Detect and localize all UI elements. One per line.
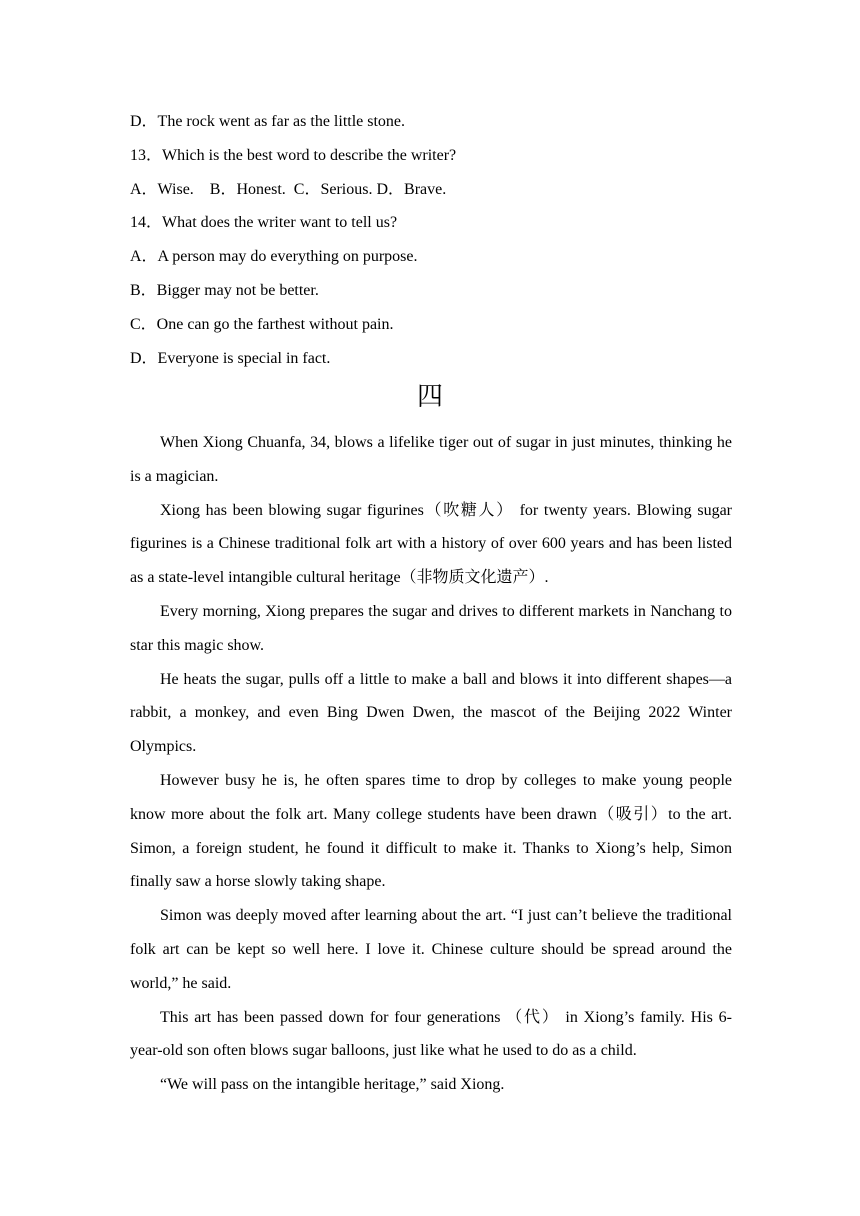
passage-paragraph: Every morning, Xiong prepares the sugar and drives to different markets in Nanchang to star this magic show.: [130, 602, 732, 654]
reading-passage: [130, 426, 732, 1102]
passage-paragraph: When Xiong Chuanfa, 34, blows a lifelike tiger out of sugar in just minutes, thinking he is a magician.: [130, 434, 732, 485]
question-13: 13．Which is the best word to describe the writer?: [130, 147, 457, 164]
passage-paragraph: “We will pass on the intangible heritage,” said Xiong.: [160, 1076, 505, 1094]
passage-paragraph: He heats the sugar, pulls off a little to make a ball and blows it into different shapes—a rabbit, a monkey, and even Bing Dwen Dwen, the mascot of the Beijing 2022 Winter Olympics.: [130, 670, 732, 756]
option-14-d: D．Everyone is special in fact.: [130, 350, 331, 367]
passage-paragraph: However busy he is, he often spares time to drop by colleges to make young people know more about the folk art. Many college students have been drawn（吸引）to the art. Simon, a foreign student, he found it difficult to make it. Thanks to Xiong’s help, Simon finally saw a horse slowly taking shape.: [130, 771, 732, 891]
option-12-d: D．The rock went as far as the little stone.: [130, 113, 406, 130]
passage-paragraph: This art has been passed down for four generations （代） in Xiong’s family. His 6-year-old son often blows sugar balloons, just like what he used to do as a child.: [130, 1008, 732, 1060]
option-14-a: A．A person may do everything on purpose.: [130, 248, 418, 265]
question-14: 14．What does the writer want to tell us?: [130, 214, 398, 231]
passage-paragraph: Xiong has been blowing sugar figurines（吹糖人） for twenty years. Blowing sugar figurines is a Chinese traditional folk art with a history of over 600 years and has been listed as a state-level intangible cultural heritage（非物质文化遗产）.: [130, 501, 732, 587]
option-14-c: C．One can go the farthest without pain.: [130, 316, 394, 333]
passage-paragraph: Simon was deeply moved after learning about the art. “I just can’t believe the traditional folk art can be kept so well here. I love it. Chinese culture should be spread around the world,” he said.: [130, 907, 732, 992]
section-heading: 四: [416, 382, 443, 412]
question-13-options: A．Wise. B．Honest. C．Serious. D．Brave.: [130, 181, 447, 198]
option-14-b: B．Bigger may not be better.: [130, 282, 319, 299]
